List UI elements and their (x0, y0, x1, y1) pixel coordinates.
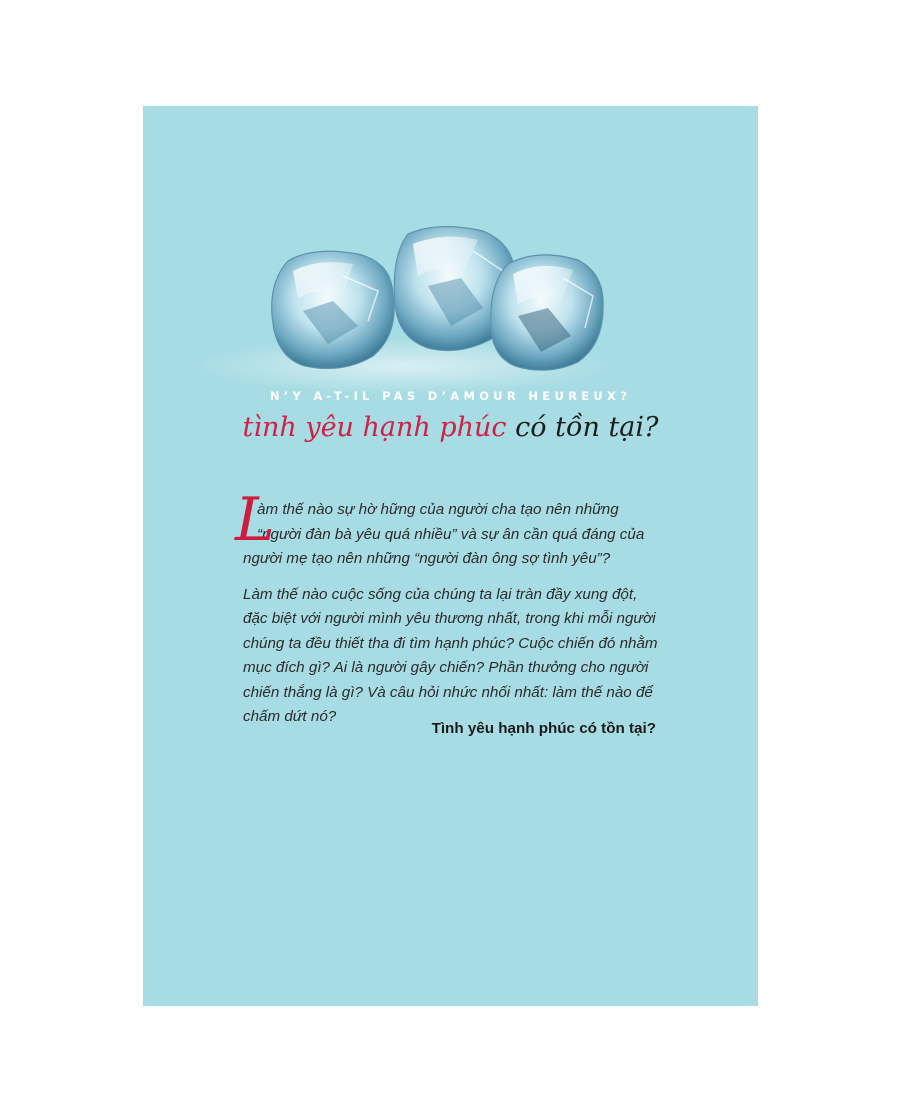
title-part-red: tình yêu hạnh phúc (242, 412, 507, 443)
paragraph-line: àm thế nào sự hờ hững của người cha tạo nên những (257, 501, 619, 518)
paragraph-2 (243, 583, 661, 730)
paragraph-1 (235, 485, 661, 572)
ice-cubes-image (193, 216, 613, 396)
title-part-dark: có tồn tại? (515, 412, 659, 443)
paragraph-line: mục đích gì? Ai là người gây chiến? Phần thưởng cho người (243, 659, 649, 676)
book-cover (143, 106, 758, 1006)
paragraph-line: chấm dứt nó? (243, 708, 337, 725)
paragraph-line: Làm thế nào cuộc sống của chúng ta lại tràn đầy xung đột, (243, 585, 638, 603)
paragraph-line: người mẹ tạo nên những “người đàn ông sợ tình yêu”? (243, 550, 611, 567)
closing-question: Tình yêu hạnh phúc có tồn tại? (431, 720, 656, 737)
drop-cap: L (235, 485, 275, 555)
paragraph-line: chiến thắng là gì? Và câu hỏi nhức nhối nhất: làm thế nào để (243, 683, 653, 701)
body-text (235, 485, 661, 730)
paragraph-line: đặc biệt với người mình yêu thương nhất, trong khi mỗi người (243, 610, 656, 627)
french-subtitle: N’Y A-T-IL PAS D’AMOUR HEUREUX? (269, 389, 632, 403)
paragraph-line: “người đàn bà yêu quá nhiều” và sự ân cần quá đáng của (257, 525, 645, 543)
paragraph-line: chúng ta đều thiết tha đi tìm hạnh phúc? Cuộc chiến đó nhằm (243, 634, 658, 652)
vietnamese-title (143, 412, 758, 443)
